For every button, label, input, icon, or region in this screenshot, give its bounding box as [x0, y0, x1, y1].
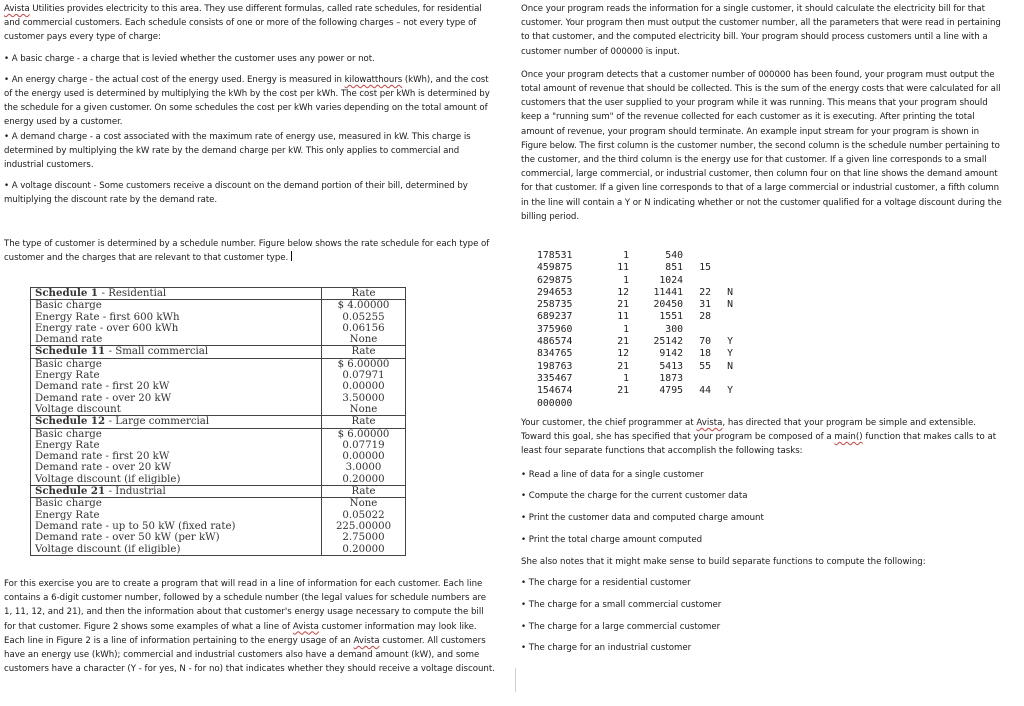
input-line [537, 250, 733, 262]
charge-rate-value: 3.50000 [322, 393, 406, 404]
input-line [537, 262, 733, 274]
charge-label: Demand rate [31, 334, 322, 346]
charge-function-item: • The charge for a large commercial customer [521, 621, 721, 632]
input-field [683, 250, 711, 262]
input-line [537, 373, 733, 385]
table-row [31, 393, 406, 404]
input-field: 1 [623, 372, 629, 384]
input-line [537, 348, 733, 360]
charge-rate-value: 3.0000 [322, 462, 406, 473]
task-item: • Print the total charge amount computed [521, 535, 703, 545]
charge-rate-value: $ 6.00000 [322, 358, 406, 370]
input-field [711, 250, 733, 262]
schedule-header-row [31, 416, 406, 428]
input-field: 689237 [537, 311, 573, 323]
table-row [31, 428, 406, 440]
charge-label: Energy rate - over 600 kWh [31, 323, 322, 334]
input-field: 21 [617, 299, 629, 311]
input-field [683, 373, 711, 385]
charge-label: Demand rate - up to 50 kW (fixed rate) [31, 521, 322, 532]
charge-rate-value: $ 6.00000 [322, 428, 406, 440]
input-field: 154674 [537, 385, 573, 397]
exercise-description [4, 577, 496, 676]
input-field: 31 [699, 299, 711, 311]
input-field: 1873 [659, 372, 683, 384]
input-field: 1 [623, 274, 629, 286]
input-field: Y [727, 336, 733, 348]
table-row [31, 312, 406, 323]
table-row [31, 451, 406, 462]
charge-function-item: • The charge for a small commercial customer [521, 599, 722, 610]
input-field: 300 [665, 323, 683, 335]
rate-column-header: Rate [322, 288, 406, 300]
schedule-title: Schedule 11 - Small commercial [31, 346, 322, 358]
input-field: 22 [699, 286, 711, 298]
charge-rate-value: 2.75000 [322, 532, 406, 543]
table-row [31, 510, 406, 521]
input-field: 459875 [537, 262, 573, 274]
input-field: 486574 [537, 336, 573, 348]
input-line [537, 287, 733, 299]
schedule-title: Schedule 1 - Residential [31, 288, 322, 300]
left-column [4, 2, 496, 272]
charge-rate-value: 0.06156 [322, 323, 406, 334]
charge-label: Basic charge [31, 300, 322, 312]
charge-rate-value: 0.20000 [322, 474, 406, 486]
charge-rate-value: 0.07971 [322, 370, 406, 381]
input-field [711, 373, 733, 385]
charge-label: Voltage discount (if eligible) [31, 544, 322, 556]
column-divider [515, 668, 516, 692]
schedule-title: Schedule 21 - Industrial [31, 486, 322, 498]
charge-label: Basic charge [31, 498, 322, 510]
input-line [537, 275, 733, 287]
charge-rate-value: None [322, 334, 406, 346]
input-field: 21 [617, 336, 629, 348]
input-line [537, 361, 733, 373]
schedule-title: Schedule 12 - Large commercial [31, 416, 322, 428]
input-field: 20450 [653, 299, 683, 311]
input-field: 000000 [537, 397, 573, 409]
table-row [31, 544, 406, 556]
input-field: N [727, 360, 733, 372]
charge-function-item: • The charge for an industrial customer [521, 643, 692, 654]
table-row [31, 334, 406, 346]
charge-label: Demand rate - over 20 kW [31, 393, 322, 404]
input-field: 1 [623, 323, 629, 335]
schedule-header-row [31, 486, 406, 498]
table-row [31, 323, 406, 334]
input-field: 11 [617, 262, 629, 274]
right-column [521, 2, 1003, 231]
charge-label: Energy Rate [31, 440, 322, 451]
revenue-paragraph: Once your program detects that a customer number of 000000 has been found, your program must output the total amount of revenue that should be collected. This is the sum of the energy costs that were calculated for all customers that the user supplied to your program while it was running. This means that your program should keep a "running sum" of the revenue collected for each customer as it is executing. After printing the total amount of revenue, your program should terminate. An example input stream for your program is shown in Figure below. The first column is the customer number, the second column is the schedule number pertaining to the customer, and the third column is the energy use for that customer. If a given line corresponds to a small commercial, large commercial, or industrial customer, then column four on that line shows the demand amount for that customer. If a given line corresponds to that of a large commercial or industrial customer, a fifth column in the line will contain a Y or N indicating whether or not the customer qualified for a voltage discount during the billing period. [521, 69, 1002, 222]
bullet-voltage-discount: • A voltage discount - Some customers receive a discount on the demand portion of their bill, determined by multiplying the discount rate by the demand rate. [4, 181, 468, 206]
input-line [537, 311, 733, 323]
input-field: 25142 [653, 336, 683, 348]
charge-label: Demand rate - over 20 kW [31, 462, 322, 473]
task-item: • Print the customer data and computed charge amount [521, 513, 764, 524]
input-field: Y [727, 385, 733, 397]
charge-label: Demand rate - first 20 kW [31, 381, 322, 392]
bullet-basic-charge: • A basic charge - a charge that is levied whether the customer uses any power or not. [4, 53, 375, 64]
charge-rate-value: 0.05022 [322, 510, 406, 521]
charge-label: Energy Rate [31, 510, 322, 521]
charge-rate-value: None [322, 404, 406, 416]
input-field: 70 [699, 336, 711, 348]
input-field [683, 324, 711, 336]
input-field: 4795 [659, 385, 683, 397]
input-field [683, 398, 711, 410]
requirements-paragraph: Your customer, the chief programmer at Avista, has directed that your program be simple and extensible. Toward this goal, she has specified that your program be composed of a main() function that makes calls to at least four separate functions that accomplish the following tasks: [521, 418, 997, 457]
input-field [711, 398, 733, 410]
input-field: 12 [617, 348, 629, 360]
separate-functions-note: She also notes that it might make sense to build separate functions to compute the following: [521, 556, 926, 567]
text-cursor [291, 251, 292, 261]
charge-function-item: • The charge for a residential customer [521, 578, 691, 588]
input-field: 178531 [537, 250, 573, 261]
task-item: • Read a line of data for a single customer [521, 469, 704, 480]
input-line [537, 398, 733, 410]
input-line [537, 324, 733, 336]
input-field: 28 [699, 311, 711, 323]
example-input-stream [537, 250, 733, 410]
charge-rate-value: $ 4.00000 [322, 300, 406, 312]
input-field: 375960 [537, 323, 573, 335]
schedule-header-row [31, 288, 406, 300]
input-field [711, 324, 733, 336]
table-row [31, 358, 406, 370]
rate-schedule-table [30, 287, 406, 556]
input-line [537, 336, 733, 348]
table-row [31, 474, 406, 486]
input-field: 258735 [537, 299, 573, 311]
input-field: 1 [623, 250, 629, 261]
charge-label: Basic charge [31, 428, 322, 440]
table-row [31, 462, 406, 473]
input-field: 294653 [537, 286, 573, 298]
input-field: 55 [699, 360, 711, 372]
rate-column-header: Rate [322, 346, 406, 358]
charge-label: Basic charge [31, 358, 322, 370]
input-field: 335467 [537, 372, 573, 384]
input-field: 15 [699, 262, 711, 274]
charge-rate-value: 225.00000 [322, 521, 406, 532]
input-field: 11 [617, 311, 629, 323]
charge-label: Demand rate - over 50 kW (per kW) [31, 532, 322, 543]
table-row [31, 440, 406, 451]
input-field: 540 [665, 250, 683, 261]
schedule-header-row [31, 346, 406, 358]
input-field: 11441 [653, 286, 683, 298]
bullet-demand-charge: • A demand charge - a cost associated with the maximum rate of energy use, measured in kW. This charge is determined by multiplying the kW rate by the demand charge per kW. This only applies to commercial and industrial customers. [4, 131, 471, 171]
input-field: 44 [699, 385, 711, 397]
task-list [521, 468, 1003, 548]
input-field [629, 398, 683, 410]
charge-rate-value: 0.20000 [322, 544, 406, 556]
input-field: 851 [665, 262, 683, 274]
input-field: N [727, 286, 733, 298]
requirements-section [521, 416, 1003, 663]
exercise-paragraph: For this exercise you are to create a program that will read in a line of information for each customer. Each line contains a 6-digit customer number, followed by a schedule number (the legal values for schedule numbers are 1, 11, 12, and 21), and then the information about that customer's energy usage necessary to compute the bill for that customer. Figure 2 shows some examples of what a line of Avista customer information may look like. Each line in Figure 2 is a line of information pertaining to the energy usage of an Avista customer. All customers have an energy use (kWh); commercial and industrial customers also have a demand amount (kW), and some customers have a character (Y - for yes, N - for no) that indicates whether they should receive a voltage discount. [4, 579, 495, 675]
table-row [31, 370, 406, 381]
bullet-energy-charge: • An energy charge - the actual cost of the energy used. Energy is measured in kilowatthours (kWh), and the cost of the energy used is determined by multiplying the kWh by the cost per kWh. The cost per kWh is determined by the schedule for a given customer. On some schedules the cost per kWh varies depending on the total amount of energy used by a customer. [4, 74, 490, 128]
table-row [31, 300, 406, 312]
task-item: • Compute the charge for the current customer data [521, 491, 748, 502]
input-field: 18 [699, 348, 711, 360]
rate-column-header: Rate [322, 416, 406, 428]
table-row [31, 532, 406, 543]
input-line [537, 299, 733, 311]
charge-rate-value: None [322, 498, 406, 510]
input-field: Y [727, 348, 733, 360]
input-field: 629875 [537, 274, 573, 286]
table-row [31, 521, 406, 532]
input-field: 21 [617, 385, 629, 397]
charge-rate-value: 0.07719 [322, 440, 406, 451]
charge-label: Voltage discount [31, 404, 322, 416]
charge-label: Energy Rate [31, 370, 322, 381]
input-field [607, 398, 629, 410]
schedule-type-paragraph: The type of customer is determined by a schedule number. Figure below shows the rate schedule for each type of customer and the charges that are relevant to that customer type. [4, 238, 490, 263]
input-field [711, 262, 733, 274]
input-field [711, 311, 733, 323]
charge-function-list [521, 576, 1003, 656]
input-field: 5413 [659, 360, 683, 372]
intro-paragraph: Avista Utilities provides electricity to this area. They use different formulas, called rate schedules, for residential and commercial customers. Each schedule consists of one or more of the following charges – not every type of customer pays every type of charge: [4, 4, 482, 43]
input-field: 198763 [537, 360, 573, 372]
input-field: 834765 [537, 348, 573, 360]
table-row [31, 404, 406, 416]
input-field: 12 [617, 286, 629, 298]
charge-rate-value: 0.05255 [322, 312, 406, 323]
charge-rate-value: 0.00000 [322, 381, 406, 392]
charge-label: Energy Rate - first 600 kWh [31, 312, 322, 323]
input-field: 1551 [659, 311, 683, 323]
input-field [711, 275, 733, 287]
rate-column-header: Rate [322, 486, 406, 498]
charge-rate-value: 0.00000 [322, 451, 406, 462]
input-field [683, 275, 711, 287]
input-field: 1024 [659, 274, 683, 286]
table-row [31, 381, 406, 392]
table-row [31, 498, 406, 510]
input-field: 9142 [659, 348, 683, 360]
input-line [537, 385, 733, 397]
charge-label: Demand rate - first 20 kW [31, 451, 322, 462]
program-output-paragraph: Once your program reads the information for a single customer, it should calculate the electricity bill for that customer. Your program then must output the customer number, all the parameters that were read in pertaining to that customer, and the computed electricity bill. Your program should process customers until a line with a customer number of 000000 is input. [521, 4, 1001, 57]
input-field: N [727, 299, 733, 311]
charge-label: Voltage discount (if eligible) [31, 474, 322, 486]
input-field: 21 [617, 360, 629, 372]
